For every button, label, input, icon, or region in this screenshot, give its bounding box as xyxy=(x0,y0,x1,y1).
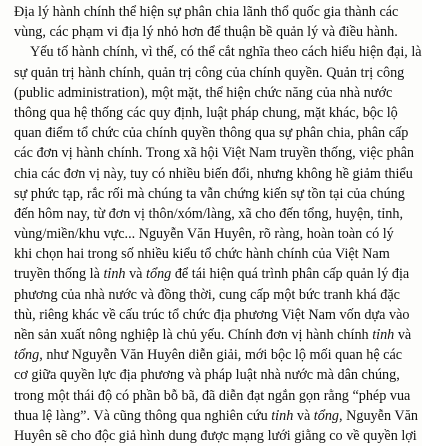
text-segment: Huyên sẽ cho độc giả hình dung được mạng lưới giằng co về quyền lợi xyxy=(14,427,417,444)
text-segment: vùng, các phạm vi địa lý nhỏ hơn để thuận bề quản lý và điều hành. xyxy=(14,24,398,41)
italic-term: tỉnh xyxy=(103,266,126,283)
text-line xyxy=(14,325,412,345)
text-segment: Yếu tố hành chính, vì thế, có thể cắt nghĩa theo cách hiểu hiện đại, là xyxy=(30,44,422,61)
text-segment: trong một thái độ có phần bỗ bã, đã diễn đạt ngắn gọn rằng “phép vua xyxy=(14,387,411,404)
text-segment: truyền thống là xyxy=(14,266,104,283)
text-line xyxy=(14,63,405,83)
text-line xyxy=(14,22,398,42)
text-segment: nền sản xuất nông nghiệp là chủ yếu. Chính đơn vị hành chính xyxy=(14,327,373,343)
text-line xyxy=(14,426,417,446)
italic-term: tỉnh xyxy=(271,407,294,424)
text-line xyxy=(14,123,409,143)
text-line xyxy=(14,42,422,62)
body-text xyxy=(14,2,422,446)
text-segment: Địa lý hành chính thể hiện sự phân chia lãnh thổ quốc gia thành các xyxy=(14,4,399,20)
text-segment: (public administration), một mặt, thể hiện chức năng của nhà nước xyxy=(14,84,393,101)
italic-term: tổng xyxy=(146,266,172,283)
text-segment: thua lệ làng”. Và cũng thông qua nghiên cứu xyxy=(14,407,272,424)
text-segment: đến hôm nay, từ đơn vị thôn/xóm/làng, xã cho đến tổng, huyện, tỉnh, xyxy=(14,205,404,222)
text-segment: và xyxy=(394,327,412,343)
text-line xyxy=(14,264,410,284)
text-line xyxy=(14,406,418,426)
text-segment: chia các đơn vị này, tuy có nhiều biến đổi, nhưng không hề giảm thiểu xyxy=(14,165,413,182)
text-segment: , Nguyễn Văn xyxy=(339,407,418,424)
text-segment: khi chọn hai trong số nhiều kiểu tổ chức hành chính của Việt Nam xyxy=(14,246,390,263)
text-line xyxy=(14,103,398,123)
text-segment: vùng/miền/khu vực... Nguyễn Văn Huyên, rõ ràng, hoàn toàn có lý xyxy=(14,226,394,243)
italic-term: tổng xyxy=(14,347,40,364)
text-line xyxy=(14,2,399,22)
text-line xyxy=(14,204,404,224)
text-segment: các đơn vị hành chính. Trong xã hội Việt Nam truyền thống, việc phân xyxy=(14,145,415,162)
text-segment: để tái hiện quá trình phân cấp quản lý địa xyxy=(171,266,410,283)
text-line xyxy=(14,285,400,305)
text-segment: quan điểm tổ chức của chính quyền thông qua sự phân chia, phân cấp xyxy=(14,125,409,142)
text-segment: cơ giữa quyền lực địa phương và pháp luật nhà nước mà dân chúng, xyxy=(14,367,400,384)
text-line xyxy=(14,83,393,103)
italic-term: tổng xyxy=(313,407,340,424)
text-line xyxy=(14,305,410,325)
text-line xyxy=(14,345,403,365)
text-line xyxy=(14,143,415,163)
text-segment: và xyxy=(125,266,147,283)
text-line xyxy=(14,224,394,244)
italic-term: tỉnh xyxy=(372,327,395,343)
text-segment: phương của nhà nước và đồng thời, cung cấp một bức tranh khá đặc xyxy=(14,286,400,303)
text-segment: và xyxy=(293,407,314,424)
text-line xyxy=(14,184,405,204)
text-segment: thông qua hệ thống các quy định, luật pháp chung, mặt khác, bộc lộ xyxy=(14,104,398,121)
text-line xyxy=(14,164,413,184)
text-segment: sự phức tạp, rắc rối mà chúng ta vẫn chứng kiến sự tồn tại của chúng xyxy=(14,185,405,202)
text-segment: , như Nguyễn Văn Huyên diễn giải, mới bộc lộ mối quan hệ các xyxy=(39,347,403,364)
text-line xyxy=(14,365,400,385)
text-line xyxy=(14,386,411,406)
text-line xyxy=(14,244,390,264)
text-segment: thù, riêng khác về cấu trúc tổ chức địa phương Việt Nam vốn dựa vào xyxy=(14,306,410,323)
text-segment: sự quản trị hành chính, quản trị công của chính quyền. Quản trị công xyxy=(14,64,405,81)
